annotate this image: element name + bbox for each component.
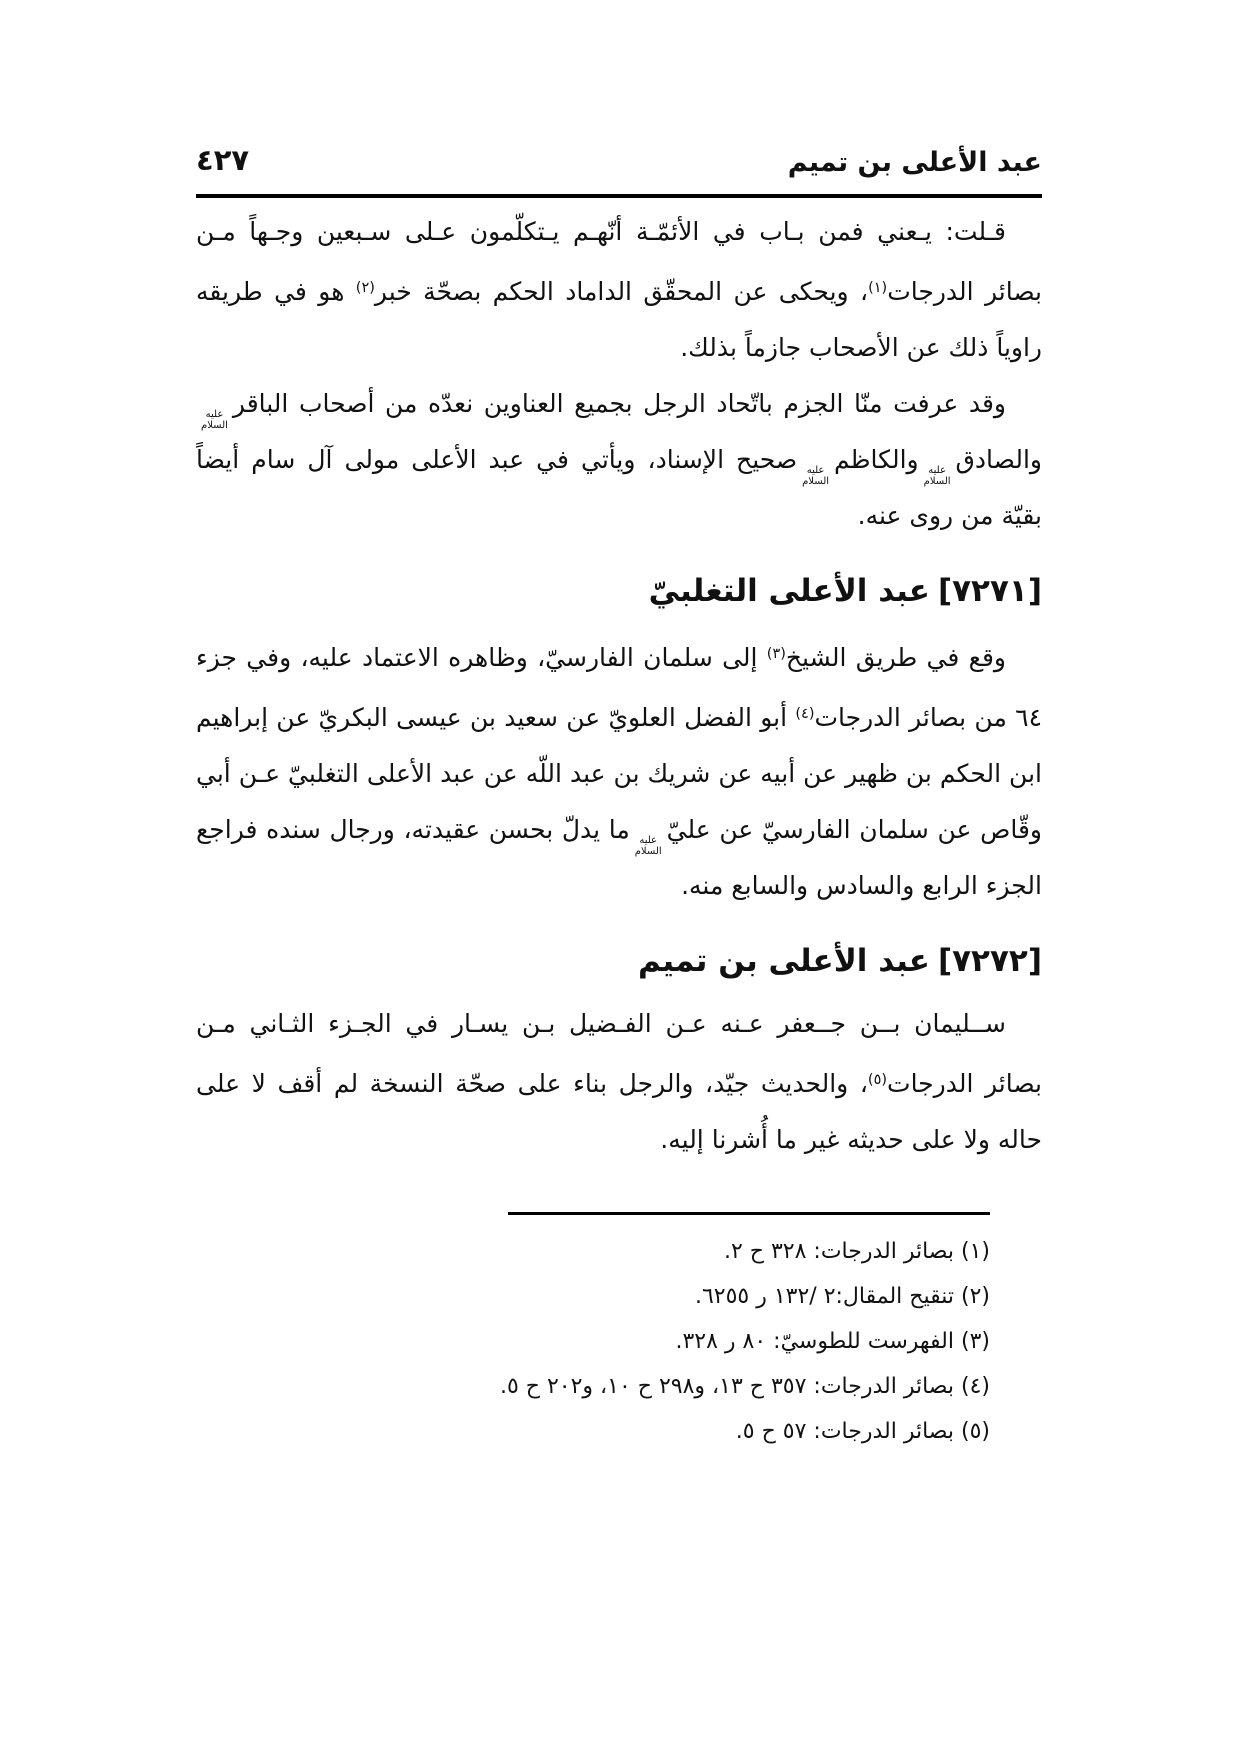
- text-run: قـلت: يـعني فمن بـاب في الأئمّـة أنّهـم يـتكلّمون عـلى سـبعين وجـهاً مـن بصائر الدرجات: [196, 216, 1042, 306]
- footnote-marker: (٥): [867, 1071, 888, 1088]
- section-heading: [196, 568, 1042, 614]
- running-title: عبد الأعلى بن تميم: [787, 146, 1042, 178]
- entry-number: [٧٢٧٢]: [937, 942, 1042, 979]
- footnote-marker: (١): [868, 279, 888, 296]
- footnote-marker: (٣): [766, 645, 786, 662]
- text-run: إلى سلمان الفارسيّ، وظاهره الاعتماد عليه، وفي جزء ٦٤ من بصائر الدرجات: [196, 642, 1042, 732]
- footnote-marker: (٤): [795, 705, 815, 722]
- body-text: [196, 204, 1042, 1168]
- paragraph: [196, 996, 1042, 1168]
- page-header: [196, 142, 1042, 198]
- footnote-item: (٣) الفهرست للطوسيّ: ٨٠ ر ٣٢٨.: [675, 1328, 990, 1354]
- footnote-marker: (٢): [355, 279, 375, 296]
- text-run: صحيح الإسناد، ويأتي في عبد الأعلى مولى آل سام أيضاً بقيّة من روى عنه.: [196, 444, 1042, 530]
- text-run: والكاظم: [834, 444, 919, 474]
- text-run: ، والحديث جيّد، والرجل بناء على صحّة النسخة لم أقف لا على حاله ولا على حديثه غير ما أُشرنا إليه.: [196, 1068, 1042, 1154]
- page-number: ٤٢٧: [196, 143, 250, 177]
- text-run: أبو الفضل العلويّ عن سعيد بن عيسى البكريّ عن إبراهيم ابن الحكم بن ظهير عن أبيه عن شريك بن عبد اللّه عن عبد الأعلى التغلبيّ عـن أبي وقّاص عن سلمان الفارسيّ عن عليّ: [196, 702, 1042, 844]
- entry-number: [٧٢٧١]: [937, 572, 1042, 609]
- paragraph: [196, 204, 1042, 376]
- section-heading: [196, 938, 1042, 984]
- entry-title: عبد الأعلى بن تميم: [638, 942, 930, 979]
- honorific-mark: عليه السلام: [923, 464, 951, 487]
- entry-title: عبد الأعلى التغلبيّ: [648, 572, 930, 609]
- paragraph: [196, 376, 1042, 544]
- text-run: ســليمان بــن جــعفر عـنه عـن الفـضيل بـن يسـار في الجـزء الثـاني مـن بصائر الدرجات: [196, 1008, 1042, 1098]
- footnote-item: (٢) تنقيح المقال:٢ /١٣٢ ر ٦٢٥٥.: [694, 1283, 990, 1309]
- footnote-item: (٤) بصائر الدرجات: ٣٥٧ ح ١٣، و٢٩٨ ح ١٠، و٢٠٢ ح ٥.: [499, 1373, 990, 1399]
- honorific-mark: عليه السلام: [802, 464, 830, 487]
- text-run: وقد عرفت منّا الجزم باتّحاد الرجل بجميع العناوين نعدّه من أصحاب الباقر: [232, 388, 1006, 418]
- paragraph: [196, 626, 1042, 914]
- footnote-item: (٥) بصائر الدرجات: ٥٧ ح ٥.: [735, 1418, 990, 1444]
- footnote-separator: [508, 1212, 990, 1215]
- text-run: والصادق: [955, 444, 1042, 474]
- footnotes-block: [196, 1212, 1042, 1454]
- text-run: هو في طريقه راوياً ذلك عن الأصحاب جازماً بذلك.: [196, 276, 1042, 362]
- footnote-item: (١) بصائر الدرجات: ٣٢٨ ح ٢.: [723, 1238, 990, 1264]
- honorific-mark: عليه السلام: [634, 834, 662, 857]
- honorific-mark: عليه السلام: [201, 408, 228, 431]
- text-run: ، ويحكى عن المحقّق الداماد الحكم بصحّة خبر: [374, 276, 869, 306]
- text-run: وقع في طريق الشيخ: [785, 642, 1006, 672]
- text-run: ما يدلّ بحسن عقيدته، ورجال سنده فراجع الجزء الرابع والسادس والسابع منه.: [196, 814, 1042, 900]
